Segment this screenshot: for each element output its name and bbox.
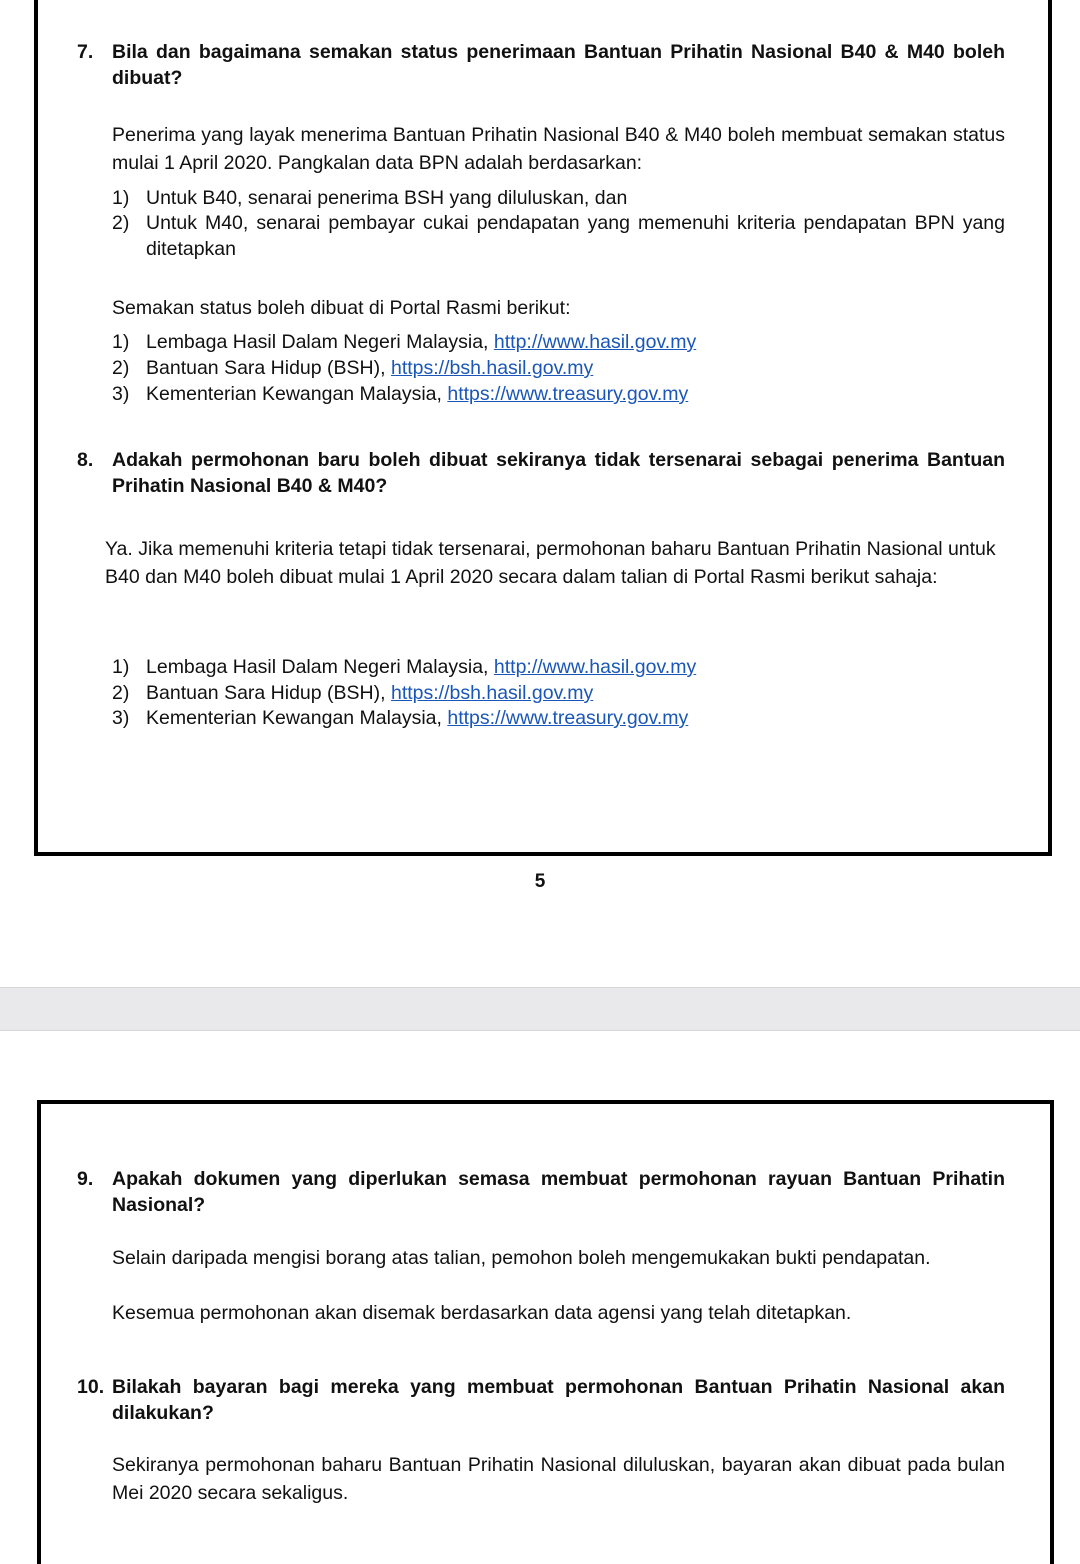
q7-criteria-item [112,185,627,211]
q8-number: 8. [77,449,94,471]
page-separator [0,987,1080,1031]
q7-portal-intro: Semakan status boleh dibuat di Portal Rasmi berikut: [112,297,571,319]
list-number: 1) [112,656,130,678]
list-text: Untuk M40, senarai pembayar cukai pendapatan yang memenuhi kriteria pendapatan BPN yang ditetapkan [146,212,1005,260]
list-number: 2) [112,212,130,234]
q9-answer-1: Selain daripada mengisi borang atas talian, pemohon boleh mengemukakan bukti pendapatan. [112,1247,931,1269]
q8-question: Adakah permohonan baru boleh dibuat sekiranya tidak tersenarai sebagai penerima Bantuan Prihatin Nasional B40 & M40? [112,449,1005,497]
q8-portal-item [112,705,688,731]
bsh-link[interactable]: https://bsh.hasil.gov.my [390,682,594,704]
hasil-link[interactable]: http://www.hasil.gov.my [493,331,697,353]
list-number: 2) [112,357,130,379]
list-text: Bantuan Sara Hidup (BSH), [146,682,391,704]
q9-question: Apakah dokumen yang diperlukan semasa membuat permohonan rayuan Bantuan Prihatin Nasional? [112,1168,1005,1216]
q8-answer: Ya. Jika memenuhi kriteria tetapi tidak tersenarai, permohonan baharu Bantuan Prihatin Nasional untuk B40 dan M40 boleh dibuat mulai 1 April 2020 secara dalam talian di Portal Rasmi berikut sahaja: [105,538,996,588]
q7-portal-item [112,329,696,355]
list-text: Untuk B40, senarai penerima BSH yang diluluskan, dan [146,187,628,209]
q8-portal-item [112,654,696,680]
q10-question: Bilakah bayaran bagi mereka yang membuat permohonan Bantuan Prihatin Nasional akan dilakukan? [112,1376,1005,1424]
page-number: 5 [534,871,546,892]
q9-answer-2: Kesemua permohonan akan disemak berdasarkan data agensi yang telah ditetapkan. [112,1302,852,1324]
treasury-link[interactable]: https://www.treasury.gov.my [447,383,689,405]
list-text: Kementerian Kewangan Malaysia, [146,707,448,729]
hasil-link[interactable]: http://www.hasil.gov.my [493,656,697,678]
list-number: 3) [112,383,130,405]
q9-number: 9. [77,1168,94,1190]
list-text: Bantuan Sara Hidup (BSH), [146,357,391,379]
treasury-link[interactable]: https://www.treasury.gov.my [447,707,689,729]
list-text: Lembaga Hasil Dalam Negeri Malaysia, [146,331,494,353]
list-text: Lembaga Hasil Dalam Negeri Malaysia, [146,656,494,678]
q7-question: Bila dan bagaimana semakan status penerimaan Bantuan Prihatin Nasional B40 & M40 boleh dibuat? [112,41,1005,89]
list-number: 1) [112,187,130,209]
q10-answer: Sekiranya permohonan baharu Bantuan Prihatin Nasional diluluskan, bayaran akan dibuat pada bulan Mei 2020 secara sekaligus. [112,1454,1005,1504]
q7-portal-item [112,355,593,381]
list-text: Kementerian Kewangan Malaysia, [146,383,448,405]
q7-number: 7. [77,41,94,63]
list-number: 2) [112,682,130,704]
q7-portal-item [112,381,688,407]
bsh-link[interactable]: https://bsh.hasil.gov.my [390,357,594,379]
q8-portal-item [112,680,593,706]
q7-answer-intro: Penerima yang layak menerima Bantuan Prihatin Nasional B40 & M40 boleh membuat semakan status mulai 1 April 2020. Pangkalan data BPN adalah berdasarkan: [112,124,1005,174]
q10-number: 10. [77,1376,105,1398]
list-number: 3) [112,707,130,729]
list-number: 1) [112,331,130,353]
